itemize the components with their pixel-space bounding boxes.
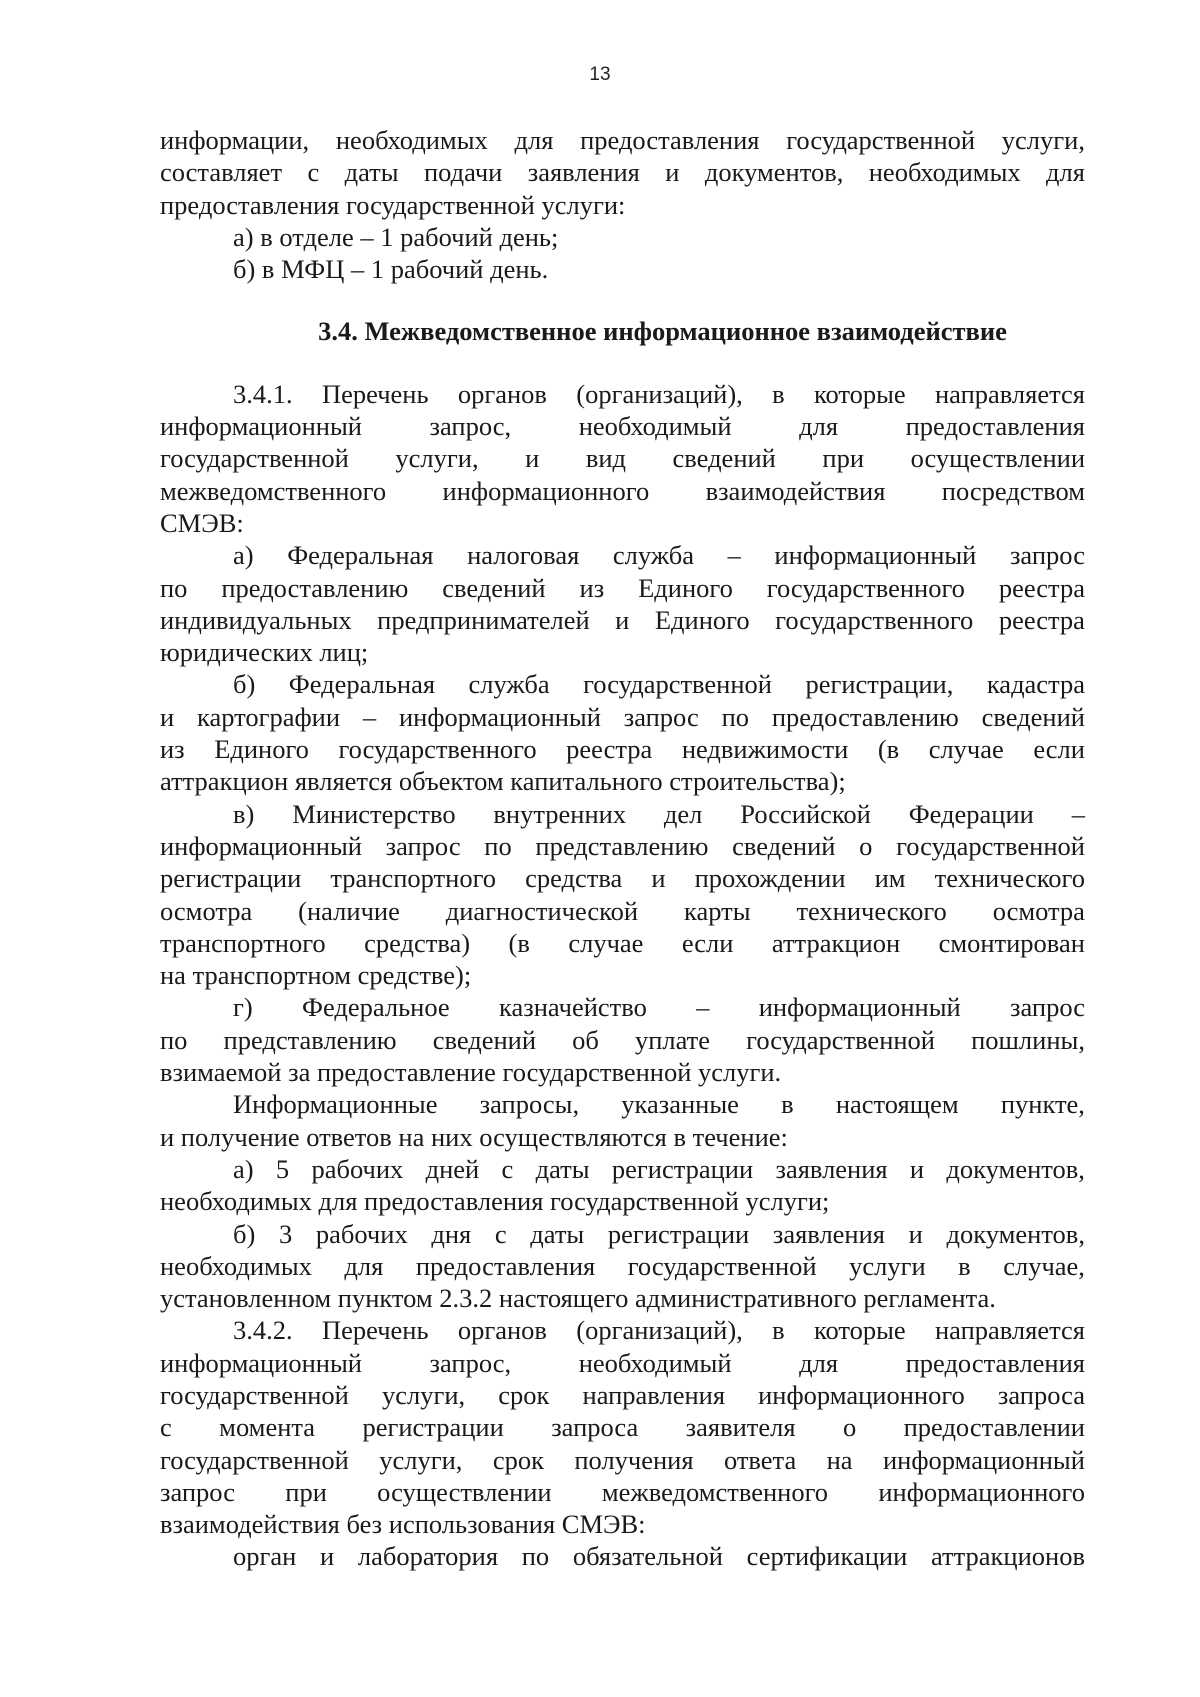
- word: запросы,: [479, 1089, 580, 1120]
- word: дня: [431, 1218, 472, 1249]
- text-line: [160, 927, 1085, 959]
- word: государственной: [786, 125, 976, 155]
- word: о: [842, 1412, 857, 1443]
- word: информационный: [160, 411, 362, 442]
- word: на: [826, 1444, 853, 1475]
- word: даты: [530, 1218, 585, 1249]
- word: из: [160, 734, 185, 765]
- word: налоговая: [467, 540, 580, 571]
- word: регистрации: [607, 1218, 750, 1249]
- text-line: [160, 604, 1085, 636]
- word: услуги,: [381, 1379, 466, 1410]
- word: настоящем: [835, 1089, 959, 1120]
- word: государственного: [338, 734, 537, 765]
- word: государственной: [583, 669, 772, 700]
- word: и: [615, 604, 630, 635]
- word: запрос: [1010, 992, 1085, 1023]
- word: государственной: [160, 443, 349, 474]
- word: б): [233, 669, 256, 700]
- word: услуги,: [379, 1444, 463, 1475]
- word: Федерации: [908, 798, 1034, 829]
- text-line: [160, 733, 1085, 765]
- word: средства: [525, 863, 623, 894]
- word: о: [859, 830, 873, 861]
- word: случае: [928, 734, 1004, 765]
- word: предпринимателей: [377, 604, 590, 635]
- word: аттракцион: [771, 927, 901, 958]
- word: необходимых: [868, 157, 1021, 188]
- word: и: [908, 1218, 923, 1249]
- word: для: [344, 1250, 384, 1281]
- text-line: [160, 156, 1085, 188]
- page-number: 13: [589, 64, 611, 85]
- word: государственной: [746, 1024, 935, 1055]
- word: указанные: [621, 1089, 739, 1120]
- word: пункте,: [1000, 1089, 1085, 1120]
- text-line: [160, 1314, 1085, 1346]
- word: об: [572, 1024, 599, 1055]
- word: предоставления: [415, 1250, 596, 1281]
- word: недвижимости: [681, 734, 849, 765]
- word: предоставления: [580, 125, 760, 155]
- text-line: на транспортном средстве);: [160, 960, 472, 991]
- word: государственного: [775, 604, 974, 635]
- word: и: [525, 443, 540, 474]
- word: Российской: [740, 798, 871, 829]
- text-line: [160, 442, 1085, 474]
- word: Министерство: [292, 798, 456, 829]
- word: служба: [468, 669, 550, 700]
- word: запрос,: [429, 1347, 512, 1378]
- text-line: [160, 1153, 1085, 1185]
- word: которые: [813, 378, 906, 409]
- word: осуществлении: [377, 1476, 552, 1507]
- word: запрос: [160, 1476, 235, 1507]
- word: государственного: [766, 572, 965, 603]
- word: осмотра: [992, 895, 1085, 926]
- word: заявления: [775, 1153, 888, 1184]
- text-line: и получение ответов на них осуществляются в течение:: [160, 1121, 788, 1152]
- word: государственной: [160, 1379, 349, 1410]
- word: регистрации,: [805, 669, 954, 700]
- word: б): [233, 1218, 256, 1249]
- text-line: [160, 475, 1085, 507]
- word: служба: [612, 540, 694, 571]
- word: которые: [813, 1315, 906, 1346]
- word: взаимодействия: [705, 475, 886, 506]
- word: документов,: [946, 1218, 1085, 1249]
- word: уплате: [634, 1024, 711, 1055]
- word: если: [1033, 734, 1085, 765]
- word: даты: [535, 1153, 590, 1184]
- word: им: [874, 863, 906, 894]
- text-line: [160, 1411, 1085, 1443]
- word: даты: [344, 157, 399, 188]
- word: органов: [457, 378, 547, 409]
- word: межведомственного: [601, 1476, 829, 1507]
- word: и: [665, 157, 680, 188]
- word: органов: [457, 1315, 547, 1346]
- word: лаборатория: [357, 1541, 499, 1572]
- word: с: [160, 1412, 172, 1443]
- word: документов,: [704, 157, 844, 188]
- text-line: [160, 701, 1085, 733]
- word: информационный: [160, 1347, 362, 1378]
- text-line: [160, 539, 1085, 571]
- word: 5: [275, 1153, 290, 1184]
- word: для: [514, 125, 554, 155]
- text-line: предоставления государственной услуги:: [160, 189, 626, 220]
- word: по: [721, 701, 749, 732]
- word: по: [484, 830, 512, 861]
- word: смонтирован: [938, 927, 1085, 958]
- text-line: [160, 410, 1085, 442]
- word: кадастра: [986, 669, 1085, 700]
- word: запрос: [385, 830, 461, 861]
- text-line: [160, 1444, 1085, 1476]
- word: ответа: [723, 1444, 797, 1475]
- word: (организаций),: [576, 378, 743, 409]
- word: с: [501, 1153, 514, 1184]
- document-body: [160, 124, 1085, 1573]
- word: запрос: [623, 701, 699, 732]
- section-heading: 3.4. Межведомственное информационное взаимодействие: [318, 316, 1007, 347]
- word: сведений: [432, 1024, 537, 1055]
- word: получения: [574, 1444, 694, 1475]
- text-line: СМЭВ:: [160, 507, 244, 538]
- word: осмотра: [160, 895, 253, 926]
- word: представлению: [535, 830, 709, 861]
- text-line: [160, 1379, 1085, 1411]
- word: (в: [877, 734, 900, 765]
- word: Перечень: [321, 1315, 429, 1346]
- word: если: [681, 927, 734, 958]
- text-line: взаимодействия без использования СМЭВ:: [160, 1509, 646, 1540]
- text-line: взимаемой за предоставление государственной услуги.: [160, 1057, 782, 1088]
- word: осуществлении: [910, 443, 1085, 474]
- text-line: [160, 1024, 1085, 1056]
- text-line: установленном пунктом 2.3.2 настоящего административного регламента.: [160, 1283, 996, 1314]
- word: посредством: [941, 475, 1085, 506]
- word: информационного: [878, 1476, 1085, 1507]
- word: вид: [585, 443, 627, 474]
- word: и: [320, 1541, 335, 1572]
- word: предоставлении: [903, 1412, 1085, 1443]
- word: заявителя: [685, 1412, 796, 1443]
- word: обязательной: [572, 1541, 723, 1572]
- word: реестра: [998, 604, 1085, 635]
- word: для: [1046, 157, 1085, 188]
- word: необходимых: [160, 1250, 312, 1281]
- word: из: [579, 572, 605, 603]
- word: рабочих: [315, 1218, 408, 1249]
- word: заявления: [527, 157, 640, 188]
- word: по: [160, 572, 188, 603]
- word: диагностической: [445, 895, 639, 926]
- word: с: [307, 157, 320, 188]
- word: при: [285, 1476, 327, 1507]
- word: случае,: [1003, 1250, 1085, 1281]
- word: сведений: [442, 572, 546, 603]
- word: предоставления: [905, 1347, 1085, 1378]
- text-line: [160, 572, 1085, 604]
- word: информационный: [160, 830, 362, 861]
- word: документов,: [946, 1153, 1085, 1184]
- word: случае: [568, 927, 644, 958]
- text-line: [160, 1540, 1085, 1572]
- word: –: [1071, 798, 1085, 829]
- text-line: [160, 798, 1085, 830]
- text-line: [160, 668, 1085, 700]
- word: реестра: [998, 572, 1085, 603]
- word: сведений: [981, 701, 1085, 732]
- word: в: [772, 1315, 785, 1346]
- word: 3.4.2.: [233, 1315, 293, 1346]
- word: пошлины,: [971, 1024, 1085, 1055]
- text-line: [160, 830, 1085, 862]
- word: по: [160, 1024, 188, 1055]
- word: направляется: [934, 378, 1085, 409]
- word: для: [799, 411, 839, 442]
- word: Единого: [638, 572, 733, 603]
- word: по: [521, 1541, 550, 1572]
- word: заявления: [772, 1218, 885, 1249]
- word: технического: [796, 895, 947, 926]
- word: при: [822, 443, 865, 474]
- word: сведений: [672, 443, 776, 474]
- word: и: [160, 701, 175, 732]
- word: предоставлению: [221, 572, 409, 603]
- text-line: [160, 1347, 1085, 1379]
- word: регистрации: [611, 1153, 754, 1184]
- word: срок: [498, 1379, 550, 1410]
- word: (организаций),: [576, 1315, 743, 1346]
- text-line: [160, 991, 1085, 1023]
- word: информационный: [758, 992, 961, 1023]
- word: средства): [364, 927, 471, 958]
- word: Информационные: [233, 1089, 438, 1120]
- text-line: [160, 895, 1085, 927]
- word: предоставления: [905, 411, 1085, 442]
- word: картографии: [197, 701, 341, 732]
- word: Единого: [654, 604, 750, 635]
- word: аттракционов: [930, 1541, 1085, 1572]
- word: Единого: [214, 734, 309, 765]
- word: и: [909, 1153, 925, 1184]
- word: –: [727, 540, 741, 571]
- word: государственной: [627, 1250, 817, 1281]
- word: и: [651, 863, 666, 894]
- word: сертификации: [746, 1541, 908, 1572]
- word: Федеральная: [288, 669, 436, 700]
- word: Перечень: [321, 378, 429, 409]
- word: прохождении: [694, 863, 846, 894]
- word: межведомственного: [160, 475, 387, 506]
- word: –: [362, 701, 377, 732]
- word: Федеральная: [287, 540, 434, 571]
- word: в): [233, 798, 255, 829]
- text-line: а) в отделе – 1 рабочий день;: [233, 221, 559, 252]
- word: а): [233, 1153, 254, 1184]
- word: необходимый: [578, 411, 732, 442]
- word: момента: [219, 1412, 316, 1443]
- word: индивидуальных: [160, 604, 352, 635]
- word: технического: [934, 863, 1085, 894]
- word: для: [799, 1347, 839, 1378]
- word: а): [233, 540, 254, 571]
- word: 3.4.1.: [233, 378, 293, 409]
- word: карты: [684, 895, 751, 926]
- word: (в: [508, 927, 530, 958]
- word: необходимый: [578, 1347, 732, 1378]
- word: запроса: [997, 1379, 1085, 1410]
- text-line: [160, 124, 1085, 156]
- text-line: юридических лиц;: [160, 637, 369, 668]
- word: внутренних: [493, 798, 627, 829]
- text-line: [160, 1250, 1085, 1282]
- word: предоставлению: [771, 701, 959, 732]
- word: информационный: [774, 540, 977, 571]
- word: государственной: [896, 830, 1085, 861]
- word: дел: [663, 798, 703, 829]
- word: представлению: [223, 1024, 397, 1055]
- word: в: [772, 378, 785, 409]
- word: информационный: [398, 701, 601, 732]
- word: запроса: [551, 1412, 639, 1443]
- word: (наличие: [298, 895, 400, 926]
- word: орган: [233, 1541, 297, 1572]
- word: необходимых: [335, 125, 488, 155]
- text-line: [160, 1218, 1085, 1250]
- text-line: необходимых для предоставления государственной услуги;: [160, 1186, 830, 1217]
- text-line: [160, 862, 1085, 894]
- word: рабочих: [311, 1153, 404, 1184]
- word: реестра: [566, 734, 653, 765]
- word: запрос,: [429, 411, 512, 442]
- word: составляет: [160, 157, 283, 188]
- word: услуги: [849, 1250, 926, 1281]
- text-line: [160, 378, 1085, 410]
- word: г): [233, 992, 253, 1023]
- word: дней: [425, 1153, 480, 1184]
- word: транспортного: [160, 927, 326, 958]
- text-line: [160, 1476, 1085, 1508]
- word: информационного: [758, 1379, 965, 1410]
- word: 3: [278, 1218, 293, 1249]
- text-line: аттракцион является объектом капитального строительства);: [160, 766, 846, 797]
- word: сведений: [732, 830, 836, 861]
- word: казначейство: [499, 992, 647, 1023]
- word: –: [696, 992, 710, 1023]
- word: информационного: [442, 475, 650, 506]
- text-line: [160, 1088, 1085, 1120]
- word: с: [494, 1218, 507, 1249]
- word: направления: [582, 1379, 726, 1410]
- word: услуги,: [1001, 125, 1085, 155]
- word: транспортного: [330, 863, 497, 894]
- word: государственной: [160, 1444, 349, 1475]
- word: в: [958, 1250, 971, 1281]
- word: информационный: [882, 1444, 1085, 1475]
- word: Федеральное: [302, 992, 450, 1023]
- word: регистрации: [160, 863, 302, 894]
- word: информации,: [160, 125, 310, 155]
- word: услуги,: [395, 443, 479, 474]
- text-line: б) в МФЦ – 1 рабочий день.: [233, 254, 549, 285]
- word: подачи: [423, 157, 503, 188]
- word: запрос: [1009, 540, 1085, 571]
- word: в: [781, 1089, 794, 1120]
- word: направляется: [934, 1315, 1085, 1346]
- word: срок: [492, 1444, 544, 1475]
- word: регистрации: [362, 1412, 504, 1443]
